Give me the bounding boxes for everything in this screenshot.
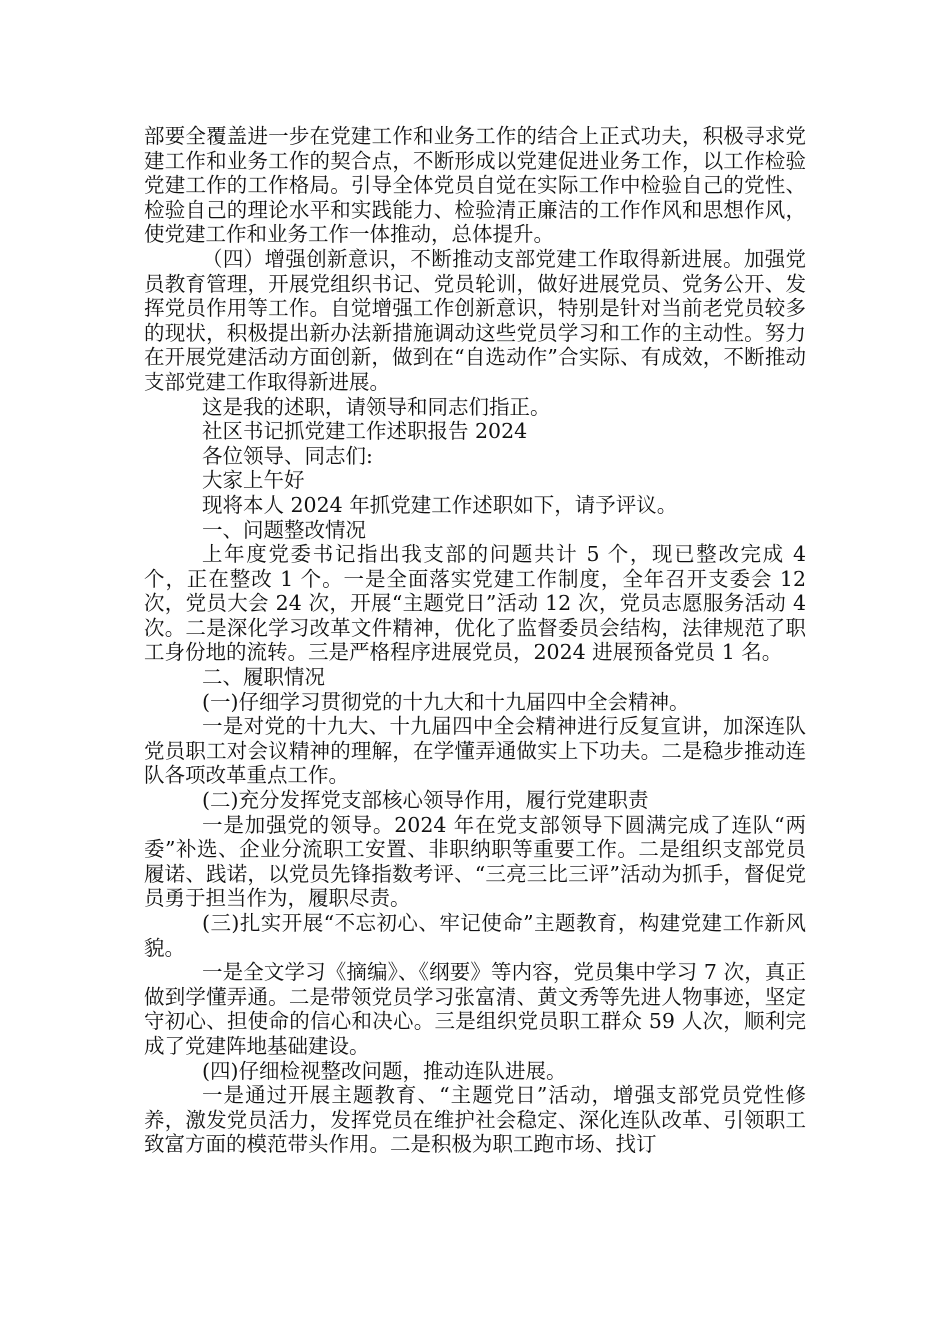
paragraph: 一是全文学习《摘编》、《纲要》等内容，党员集中学习 7 次，真正做到学懂弄通。二是带领党员学习张富清、黄文秀等先进人物事迹，坚定守初心、担使命的信心和决心。三是组织党员职工群众 59 人次，顺利完成了党建阵地基础建设。 xyxy=(144,960,806,1058)
paragraph: 部要全覆盖进一步在党建工作和业务工作的结合上正式功夫，积极寻求党建工作和业务工作的契合点，不断形成以党建促进业务工作，以工作检验党建工作的工作格局。引导全体党员自觉在实际工作中检验自己的党性、检验自己的理论水平和实践能力、检验清正廉洁的工作作风和思想作风，使党建工作和业务工作一体推动，总体提升。 xyxy=(144,124,806,247)
salutation: 各位领导、同志们: xyxy=(202,443,373,468)
subsection-heading: (一)仔细学习贯彻党的十九大和十九届四中全会精神。 xyxy=(202,689,690,714)
paragraph: 上年度党委书记指出我支部的问题共计 5 个，现已整改完成 4 个，正在整改 1 个。一是全面落实党建工作制度，全年召开支委会 12 次，党员大会 24 次，开展“主题党日”活动 12 次，党员志愿服务活动 4 次。二是深化学习改革文件精神，优化了监督委员会结构，法律规范了职工身份地的流转。三是严格程序进展党员，2024 进展预备党员 1 名。 xyxy=(144,542,806,665)
paragraph: 一是通过开展主题教育、“主题党日”活动，增强支部党员党性修养，激发党员活力，发挥党员在维护社会稳定、深化连队改革、引领职工致富方面的模范带头作用。二是积极为职工跑市场、找订 xyxy=(144,1083,806,1157)
subsection-heading: (二)充分发挥党支部核心领导作用，履行党建职责 xyxy=(202,788,649,813)
paragraph: 一是加强党的领导。2024 年在党支部领导下圆满完成了连队“两委”补选、企业分流职工安置、非职纳职等重要工作。二是组织支部党员履诺、践诺，以党员先锋指数考评、“三亮三比三评”活动为抓手，督促党员勇于担当作为，履职尽责。 xyxy=(144,812,806,911)
section-heading: 二、履职情况 xyxy=(202,665,325,690)
paragraph: 一是对党的十九大、十九届四中全会精神进行反复宣讲，加深连队党员职工对会议精神的理解，在学懂弄通做实上下功夫。二是稳步推动连队各项改革重点工作。 xyxy=(144,714,806,788)
section-heading: 一、问题整改情况 xyxy=(202,517,366,542)
paragraph: 现将本人 2024 年抓党建工作述职如下，请予评议。 xyxy=(202,492,678,517)
report-title: 社区书记抓党建工作述职报告 2024 xyxy=(202,419,528,444)
paragraph: （四）增强创新意识，不断推动支部党建工作取得新进展。加强党员教育管理，开展党组织书记、党员轮训，做好进展党员、党务公开、发挥党员作用等工作。自觉增强工作创新意识，特别是针对当前老党员较多的现状，积极提出新办法新措施调动这些党员学习和工作的主动性。努力在开展党建活动方面创新，做到在“自选动作”合实际、有成效，不断推动支部党建工作取得新进展。 xyxy=(144,246,806,394)
paragraph: 这是我的述职，请领导和同志们指正。 xyxy=(202,394,551,419)
subsection-heading: (三)扎实开展“不忘初心、牢记使命”主题教育，构建党建工作新风貌。 xyxy=(144,911,806,960)
subsection-heading: (四)仔细检视整改问题，推动连队进展。 xyxy=(202,1058,567,1083)
document-page xyxy=(144,124,806,1157)
greeting: 大家上午好 xyxy=(202,468,305,493)
